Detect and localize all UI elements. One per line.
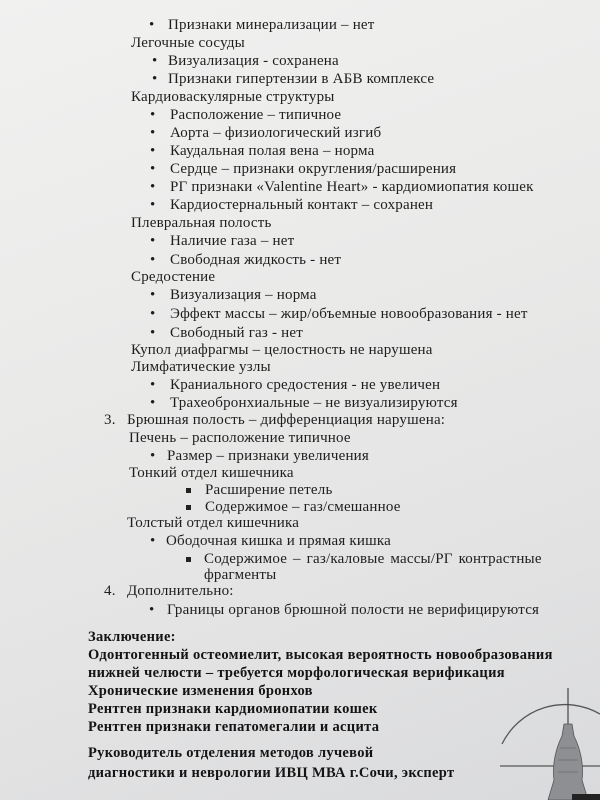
bullet-icon: • (152, 53, 158, 69)
bullet-icon: • (150, 125, 156, 141)
section-number: 3. (104, 412, 116, 428)
square-bullet-icon (186, 557, 191, 562)
section-heading: Легочные сосуды (131, 35, 245, 51)
section-heading: Печень – расположение типичное (129, 430, 351, 446)
bullet-icon: • (149, 17, 155, 33)
section-heading: Средостение (131, 269, 216, 285)
list-item: Аорта – физиологический изгиб (170, 125, 382, 141)
list-item: Свободная жидкость - нет (170, 252, 342, 268)
bullet-icon: • (152, 71, 158, 87)
bullet-icon: • (150, 325, 156, 341)
list-item: Ободочная кишка и прямая кишка (166, 533, 391, 549)
bullet-icon: • (149, 602, 155, 618)
list-item: Расширение петель (205, 482, 333, 498)
section-title: Брюшная полость – дифференциация нарушена: (127, 412, 446, 428)
list-item: Расположение – типичное (170, 107, 342, 123)
list-item: Кардиостернальный контакт – сохранен (170, 197, 434, 213)
list-item: Содержимое – газ/смешанное (205, 499, 401, 515)
list-item: Размер – признаки увеличения (167, 448, 370, 464)
list-item: Признаки минерализации – нет (168, 17, 375, 33)
list-item: Границы органов брюшной полости не верифицируются (167, 602, 540, 618)
list-item: Каудальная полая вена – норма (170, 143, 375, 159)
signature-line: диагностики и неврологии ИВЦ МВА г.Сочи, эксперт (88, 765, 455, 781)
section-title: Дополнительно: (127, 583, 234, 599)
list-item: РГ признаки «Valentine Heart» - кардиомиопатия кошек (170, 179, 534, 195)
section-number: 4. (104, 583, 116, 599)
bullet-icon: • (150, 306, 156, 322)
section-heading: Купол диафрагмы – целостность не нарушена (131, 342, 433, 358)
signature-line: Руководитель отделения методов лучевой (88, 745, 374, 761)
conclusion-line: Рентген признаки гепатомегалии и асцита (88, 719, 380, 735)
list-item: Эффект массы – жир/объемные новообразования - нет (170, 306, 528, 322)
bullet-icon: • (150, 143, 156, 159)
bullet-icon: • (150, 395, 156, 411)
list-item: Сердце – признаки округления/расширения (170, 161, 457, 177)
list-item-continuation: фрагменты (204, 567, 277, 583)
bullet-icon: • (150, 287, 156, 303)
conclusion-line: Рентген признаки кардиомиопатии кошек (88, 701, 378, 717)
section-heading: Толстый отдел кишечника (127, 515, 300, 531)
list-item: Содержимое – газ/каловые массы/РГ контрастные (204, 551, 542, 567)
bullet-icon: • (150, 233, 156, 249)
bullet-icon: • (150, 107, 156, 123)
list-item: Трахеобронхиальные – не визуализируются (170, 395, 458, 411)
bullet-icon: • (150, 448, 156, 464)
square-bullet-icon (186, 505, 191, 510)
conclusion-line: нижней челюсти – требуется морфологическая верификация (88, 665, 505, 681)
conclusion-line: Одонтогенный остеомиелит, высокая вероятность новообразования (88, 647, 553, 663)
list-item: Визуализация – норма (170, 287, 317, 303)
section-heading: Плевральная полость (131, 215, 272, 231)
conclusion-line: Хронические изменения бронхов (88, 683, 313, 699)
list-item: Свободный газ - нет (170, 325, 303, 341)
bullet-icon: • (150, 252, 156, 268)
list-item: Краниального средостения - не увеличен (170, 377, 441, 393)
section-heading: Лимфатические узлы (131, 359, 271, 375)
list-item: Признаки гипертензии в АБВ комплексе (168, 71, 435, 87)
section-heading: Тонкий отдел кишечника (129, 465, 294, 481)
list-item: Наличие газа – нет (170, 233, 295, 249)
list-item: Визуализация - сохранена (168, 53, 339, 69)
section-heading: Кардиоваскулярные структуры (131, 89, 335, 105)
bullet-icon: • (150, 533, 156, 549)
bullet-icon: • (150, 197, 156, 213)
bullet-icon: • (150, 377, 156, 393)
bullet-icon: • (150, 179, 156, 195)
conclusion-title: Заключение: (88, 629, 176, 645)
square-bullet-icon (186, 488, 191, 493)
dog-head-emblem-icon (500, 688, 600, 800)
bullet-icon: • (150, 161, 156, 177)
